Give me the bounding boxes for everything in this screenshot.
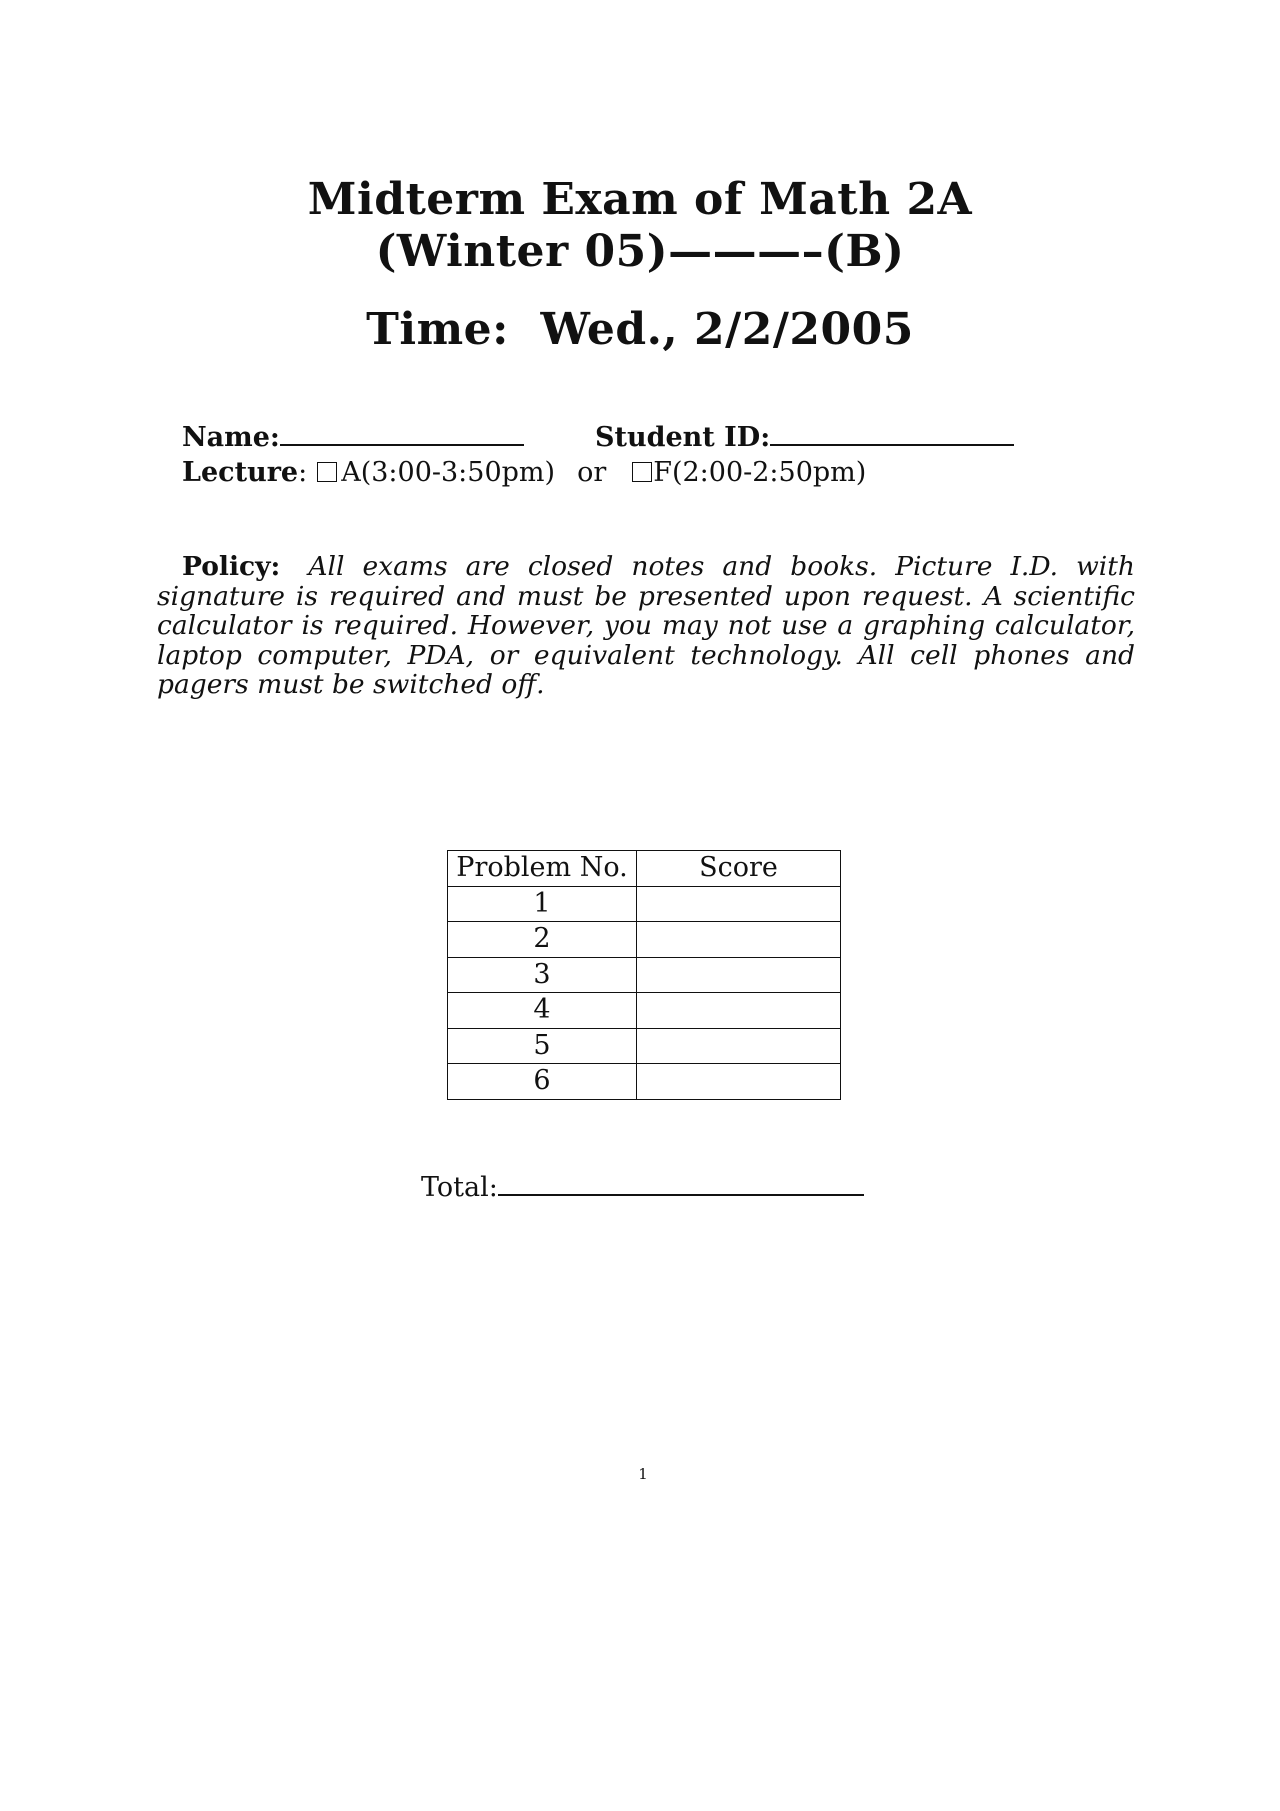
problem-number-cell: 1 — [448, 886, 637, 922]
page-number: 1 — [638, 1465, 648, 1483]
table-row — [448, 922, 841, 958]
exam-title: Midterm Exam of Math 2A — [307, 174, 973, 225]
lecture-f-option: F(2:00-2:50pm) — [653, 457, 867, 488]
exam-time: Time: Wed., 2/2/2005 — [366, 304, 914, 355]
policy-paragraph — [157, 552, 1135, 700]
problem-number-cell: 4 — [448, 993, 637, 1029]
score-cell[interactable] — [637, 993, 841, 1029]
problem-number-cell: 3 — [448, 957, 637, 993]
problem-no-header: Problem No. — [448, 851, 637, 887]
score-cell[interactable] — [637, 1064, 841, 1100]
total-label: Total: — [421, 1172, 498, 1203]
score-cell[interactable] — [637, 957, 841, 993]
name-label: Name: — [182, 422, 280, 453]
problem-number-cell: 2 — [448, 922, 637, 958]
exam-subtitle: (Winter 05)———–(B) — [375, 226, 905, 277]
policy-text: All exams are closed notes and books. Picture I.D. with signature is required and must be presented upon request. A scientific calculator is required. However, you may not use a graphing calculator, laptop computer, PDA, or equivalent technology. All cell phones and pagers must be switched off. — [157, 551, 1135, 700]
name-field[interactable] — [280, 420, 524, 446]
table-row — [448, 993, 841, 1029]
lecture-line — [182, 456, 866, 490]
score-cell[interactable] — [637, 886, 841, 922]
table-row — [448, 1028, 841, 1064]
lecture-label: Lecture — [182, 457, 299, 488]
table-row — [448, 957, 841, 993]
score-cell[interactable] — [637, 922, 841, 958]
total-line — [421, 1170, 864, 1205]
score-table — [447, 850, 841, 1100]
lecture-a-checkbox[interactable] — [317, 462, 337, 482]
lecture-colon: : — [298, 457, 308, 488]
table-row — [448, 886, 841, 922]
or-text: or — [577, 457, 607, 488]
score-table-header-row — [448, 851, 841, 887]
name-id-line — [182, 420, 1182, 455]
student-id-group — [595, 420, 1014, 455]
student-id-field[interactable] — [770, 420, 1014, 446]
policy-label: Policy: — [182, 551, 281, 582]
lecture-a-option: A(3:00-3:50pm) — [341, 457, 556, 488]
lecture-f-checkbox[interactable] — [632, 462, 652, 482]
total-field[interactable] — [498, 1170, 864, 1196]
score-header: Score — [637, 851, 841, 887]
problem-number-cell: 5 — [448, 1028, 637, 1064]
student-id-label: Student ID: — [595, 422, 771, 453]
score-cell[interactable] — [637, 1028, 841, 1064]
problem-number-cell: 6 — [448, 1064, 637, 1100]
table-row — [448, 1064, 841, 1100]
